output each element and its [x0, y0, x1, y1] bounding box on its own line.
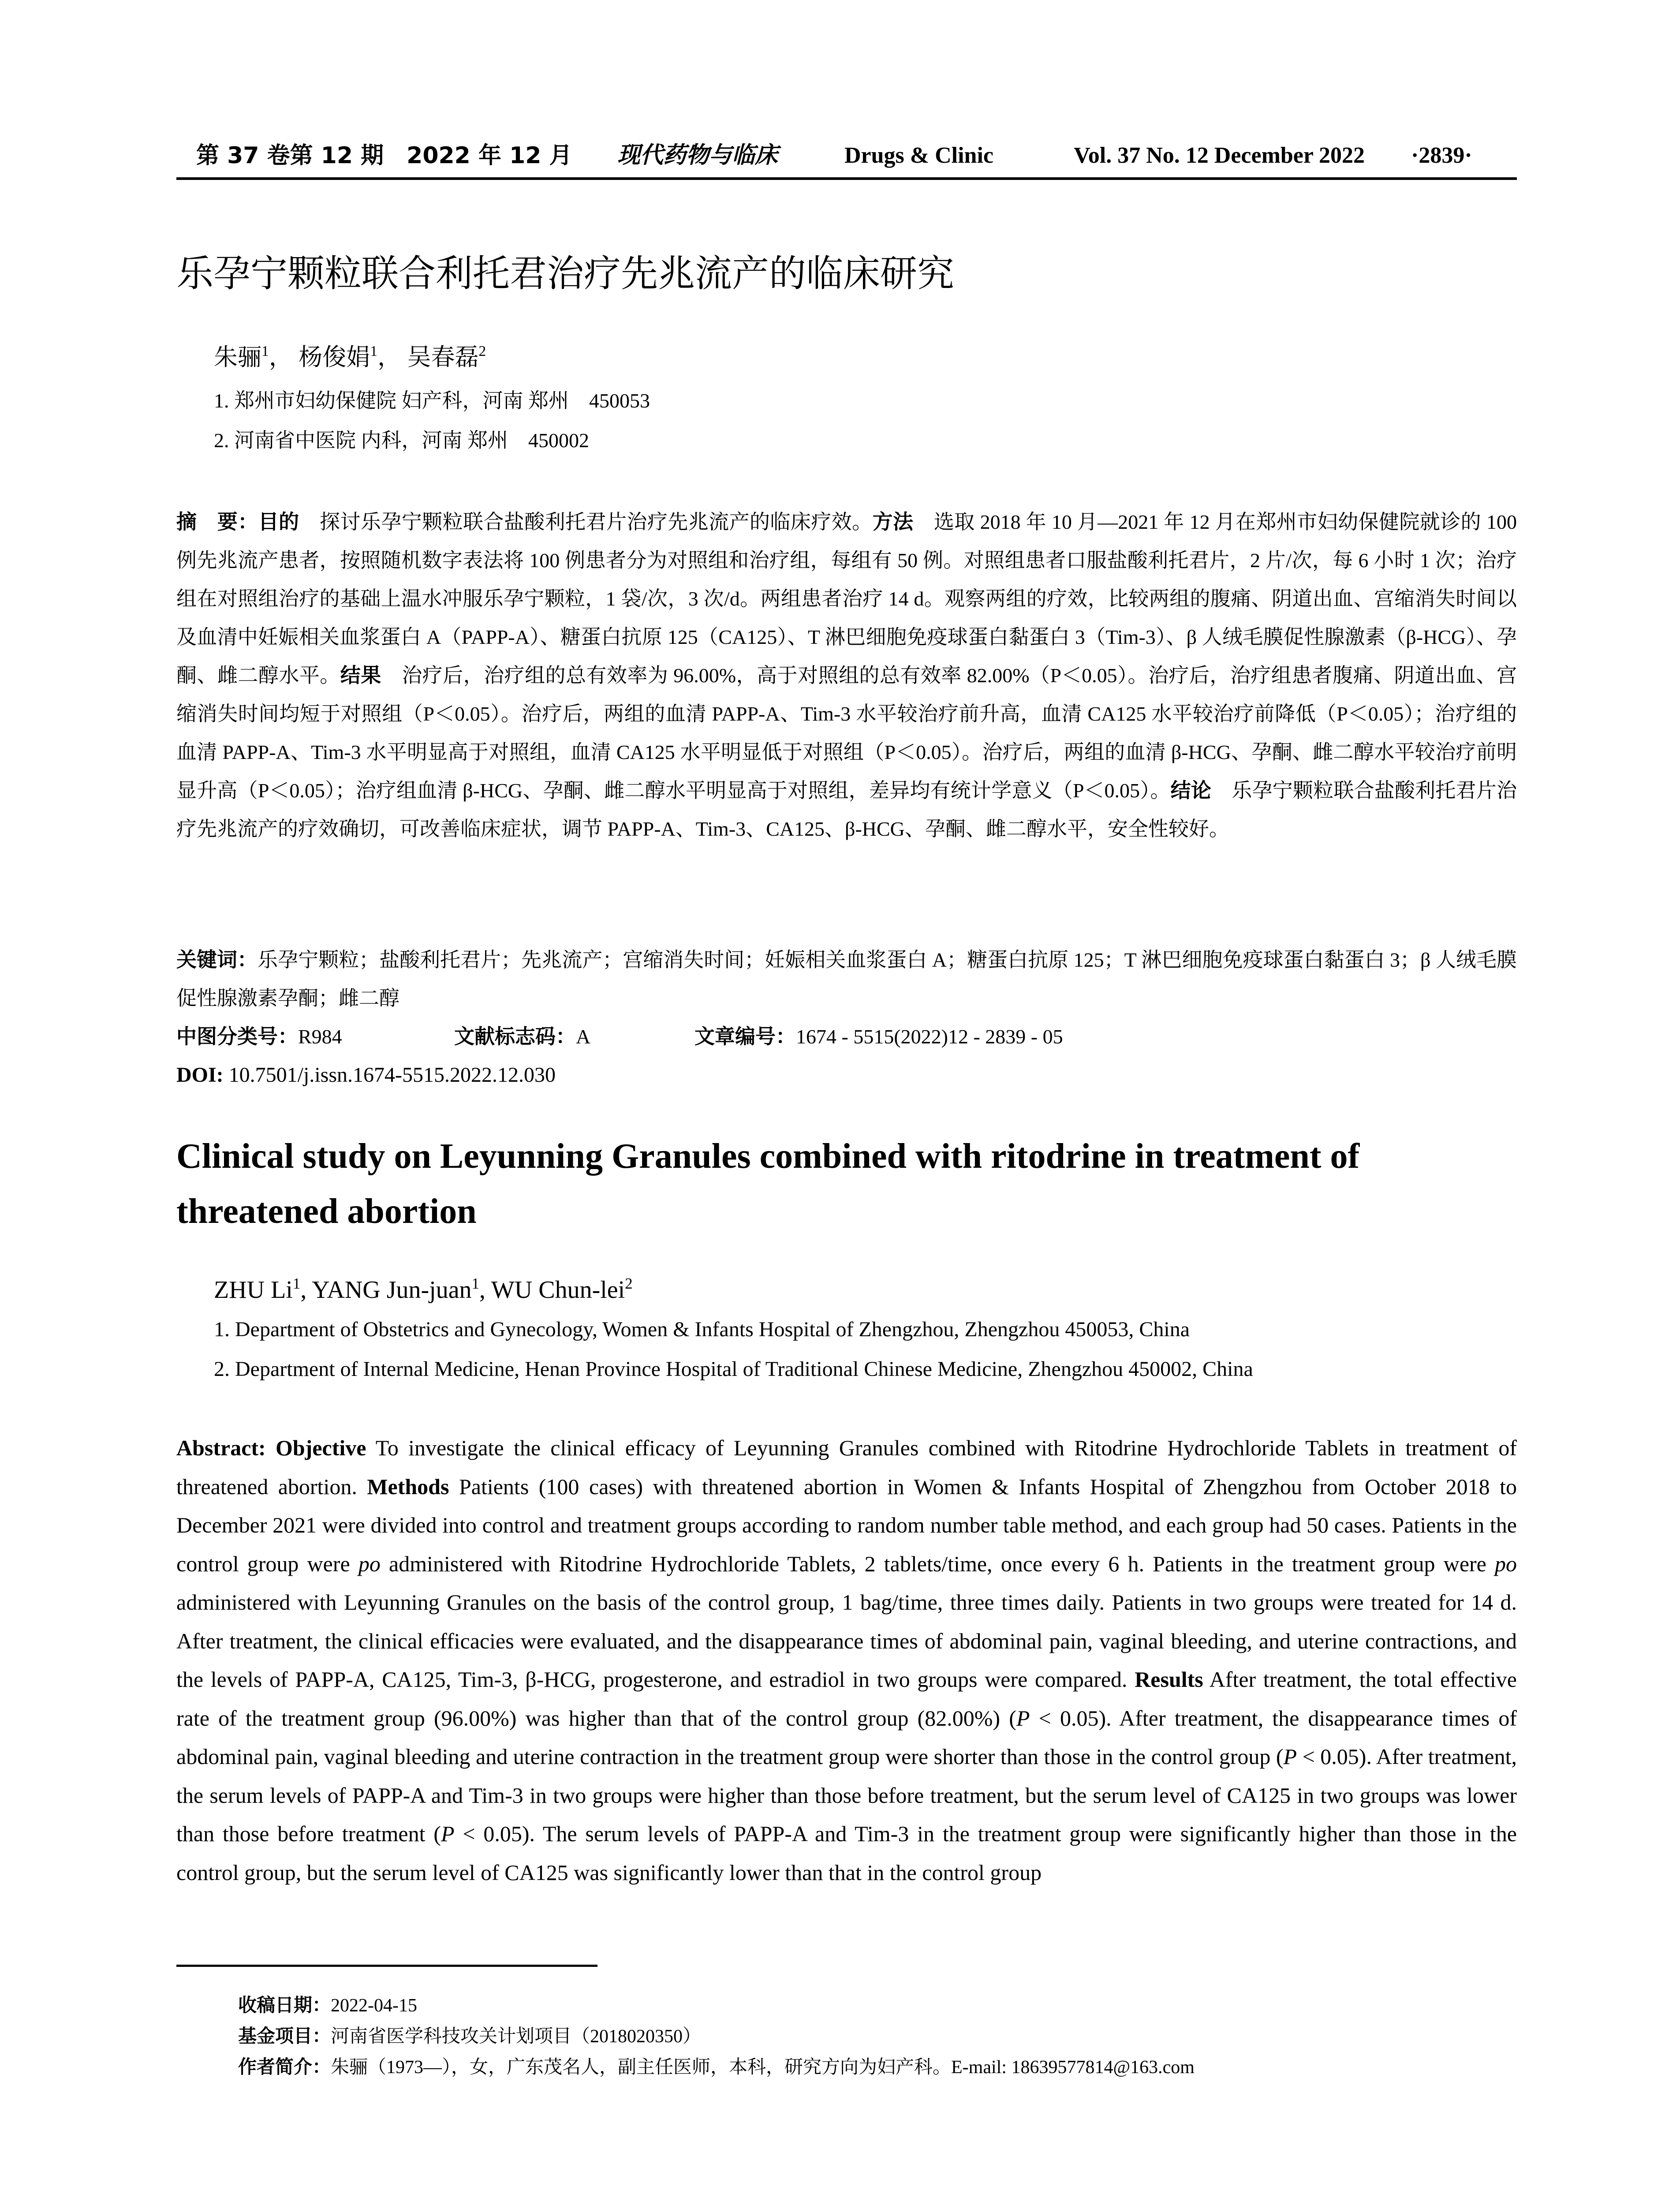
author-bio-label: 作者简介：	[238, 2056, 331, 2078]
abstract-cn-methods-label: 方法	[872, 510, 914, 534]
doi-label: DOI:	[176, 1063, 224, 1087]
keywords-cn-text: 乐孕宁颗粒；盐酸利托君片；先兆流产；宫缩消失时间；妊娠相关血浆蛋白 A；糖蛋白抗原 125；T 淋巴细胞免疫球蛋白黏蛋白 3；β 人绒毛膜促性腺激素孕酮；雌二醇	[176, 949, 1517, 1009]
abstract-en-results-c: < 0.05). After treatment, the serum levels of PAPP-A and Tim-3 in two groups were higher than those before treatment, but the serum level of CA125 in two groups was lower than those before treatment (	[176, 1744, 1517, 1846]
received-date: 2022-04-15	[331, 1996, 417, 2016]
affiliation-en-2: 2. Department of Internal Medicine, Henan Province Hospital of Traditional Chinese Medicine, Zhengzhou 450002, China	[214, 1357, 1253, 1381]
author-cn-1: 朱骊	[214, 344, 261, 370]
abstract-en-results-label: Results	[1135, 1667, 1203, 1692]
article-number-value: 1674 - 5515(2022)12 - 2839 - 05	[796, 1025, 1063, 1048]
abstract-cn-objective-label: 目的	[258, 510, 299, 534]
authors-en: ZHU Li$^1$, YANG Jun-juan$^1$, WU Chun-lei$^2$	[214, 1274, 633, 1304]
footnote-fund	[238, 2021, 701, 2052]
doi-value[interactable]: 10.7501/j.issn.1674-5515.2022.12.030	[223, 1063, 556, 1087]
author-cn-2-affil: 1	[370, 343, 377, 360]
keywords-cn	[176, 941, 1517, 1017]
authors-cn: 朱骊$^1$， 杨俊娟$^1$， 吴春磊$^2$	[214, 343, 486, 370]
author-bio-text: 朱骊（1973—），女，广东茂名人，副主任医师，本科，研究方向为妇产科。E-mail: 18639577814@163.com	[331, 2057, 1195, 2078]
author-en-2-affil: 1	[471, 1274, 479, 1292]
author-en-3-affil: 2	[625, 1274, 633, 1292]
author-cn-2: 杨俊娟	[299, 344, 370, 370]
abstract-en-p-1: P	[1016, 1705, 1030, 1730]
abstract-en-objective: To investigate the clinical efficacy of Leyunning Granules combined with Ritodrine Hydrochloride Tablets in treatment of threatened abortion.	[176, 1435, 1517, 1499]
footnote-rule	[176, 1965, 597, 1967]
abstract-cn-results: 治疗后，治疗组的总有效率为 96.00%，高于对照组的总有效率 82.00%（P＜0.05）。治疗后，治疗组患者腹痛、阴道出血、宫缩消失时间均短于对照组（P＜0.05）。治疗后，两组的血清 PAPP-A、Tim-3 水平较治疗前升高，血清 CA125 水平较治疗前降低（P＜0.05）；治疗组的血清 PAPP-A、Tim-3 水平明显高于对照组，血清 CA125 水平明显低于对照组（P＜0.05）。治疗后，两组的血清 β-HCG、孕酮、雌二醇水平较治疗前明显升高（P＜0.05）；治疗组血清 β-HCG、孕酮、雌二醇水平明显高于对照组，差异均有统计学意义（P＜0.05）。	[176, 664, 1517, 802]
abstract-en-p-2: P	[1283, 1744, 1297, 1769]
footnote-received	[238, 1990, 417, 2021]
article-number-label: 文章编号：	[694, 1024, 796, 1048]
abstract-en-methods-c: administered with Leyunning Granules on the basis of the control group, 1 bag/time, three times daily. Patients in two groups were treated for 14 d. After treatment, the clinical efficacies were evaluated, and the disappearance times of abdominal pain, vaginal bleeding, and uterine contractions, and the levels of PAPP-A, CA125, Tim-3, β-HCG, progesterone, and estradiol in two groups were compared.	[176, 1590, 1517, 1692]
clc-label: 中图分类号：	[176, 1024, 298, 1048]
classification-line	[176, 1017, 1063, 1056]
author-cn-3: 吴春磊	[407, 344, 479, 370]
affiliation-en-1: 1. Department of Obstetrics and Gynecology, Women & Infants Hospital of Zhengzhou, Zhengzhou 450053, China	[214, 1318, 1190, 1341]
author-en-1: ZHU Li	[214, 1276, 293, 1304]
author-en-2: YANG Jun-juan	[312, 1276, 472, 1304]
abstract-en-p-3: P	[441, 1821, 455, 1846]
title-en: Clinical study on Leyunning Granules combined with ritodrine in treatment of threatened abortion	[176, 1137, 1360, 1231]
abstract-cn-conclusion-label: 结论	[1170, 778, 1212, 802]
footnote-author	[238, 2052, 1195, 2083]
abstract-cn-methods: 选取 2018 年 10 月—2021 年 12 月在郑州市妇幼保健院就诊的 100 例先兆流产患者，按照随机数字表法将 100 例患者分为对照组和治疗组，每组有 50 例。对照组患者口服盐酸利托君片，2 片/次，每 6 小时 1 次；治疗组在对照组治疗的基础上温水冲服乐孕宁颗粒，1 袋/次，3 次/d。两组患者治疗 14 d。观察两组的疗效，比较两组的腹痛、阴道出血、宫缩消失时间以及血清中妊娠相关血浆蛋白 A（PAPP-A）、糖蛋白抗原 125（CA125）、T 淋巴细胞免疫球蛋白黏蛋白 3（Tim-3）、β 人绒毛膜促性腺激素（β-HCG）、孕酮、雌二醇水平。	[176, 511, 1517, 687]
abstract-en-results-d: < 0.05). The serum levels of PAPP-A and Tim-3 in the treatment group were significantly higher than those in the control group, but the serum level of CA125 was significantly lower than that in the control group	[176, 1821, 1517, 1885]
journal-en: Drugs & Clinic	[844, 143, 993, 168]
abstract-en	[176, 1429, 1517, 1892]
fund-label: 基金项目：	[238, 2025, 331, 2047]
abstract-en-methods-b: administered with Ritodrine Hydrochloride Tablets, 2 tablets/time, once every 6 h. Patients in the treatment group were	[380, 1551, 1495, 1576]
abstract-cn-label: 摘 要：	[176, 510, 258, 534]
issue-cn: 第 37 卷第 12 期 2022 年 12 月	[196, 142, 572, 169]
abstract-en-objective-label: Objective	[275, 1435, 366, 1460]
abstract-en-label: Abstract:	[176, 1435, 276, 1460]
page-number: ·2839·	[1411, 143, 1472, 168]
affiliation-cn-2: 2. 河南省中医院 内科，河南 郑州 450002	[214, 429, 589, 452]
doi-line	[176, 1056, 556, 1094]
issue-en: Vol. 37 No. 12 December 2022	[1074, 143, 1365, 168]
doc-code-label: 文献标志码：	[454, 1024, 576, 1048]
affiliation-cn-1: 1. 郑州市妇幼保健院 妇产科，河南 郑州 450053	[214, 389, 650, 412]
abstract-cn-results-label: 结果	[340, 663, 381, 687]
abstract-cn	[176, 503, 1517, 848]
journal-cn: 现代药物与临床	[617, 143, 778, 168]
received-label: 收稿日期：	[238, 1994, 331, 2016]
abstract-cn-conclusion: 乐孕宁颗粒联合盐酸利托君片治疗先兆流产的疗效确切，可改善临床症状，调节 PAPP-A、Tim-3、CA125、β-HCG、孕酮、雌二醇水平，安全性较好。	[176, 779, 1517, 840]
clc-value: R984	[298, 1025, 342, 1048]
keywords-cn-label: 关键词：	[176, 948, 258, 972]
fund-text: 河南省医学科技攻关计划项目（2018020350）	[331, 2026, 702, 2047]
author-cn-3-affil: 2	[478, 343, 486, 360]
abstract-en-po-1: po	[358, 1551, 381, 1576]
abstract-en-results-a: After treatment, the total effective rate of the treatment group (96.00%) was higher than that of the control group (82.00%) (	[176, 1667, 1517, 1730]
abstract-cn-objective: 探讨乐孕宁颗粒联合盐酸利托君片治疗先兆流产的临床疗效。	[299, 511, 873, 533]
running-header	[176, 140, 1517, 180]
author-cn-1-affil: 1	[261, 343, 269, 360]
abstract-en-methods-a: Patients (100 cases) with threatened abortion in Women & Infants Hospital of Zhengzhou from October 2018 to December 2021 were divided into control and treatment groups according to random number table method, and each group had 50 cases. Patients in the control group were	[176, 1474, 1517, 1576]
abstract-en-methods-label: Methods	[367, 1474, 449, 1499]
title-cn: 乐孕宁颗粒联合利托君治疗先兆流产的临床研究	[176, 252, 955, 295]
abstract-en-results-b: < 0.05). After treatment, the disappearance times of abdominal pain, vaginal bleeding and uterine contraction in the treatment group were shorter than those in the control group (	[176, 1705, 1517, 1769]
author-en-3: WU Chun-lei	[491, 1276, 625, 1304]
header-rule	[176, 177, 1517, 180]
doc-code-value: A	[576, 1025, 591, 1048]
abstract-en-po-2: po	[1495, 1551, 1517, 1576]
author-en-1-affil: 1	[292, 1274, 301, 1292]
